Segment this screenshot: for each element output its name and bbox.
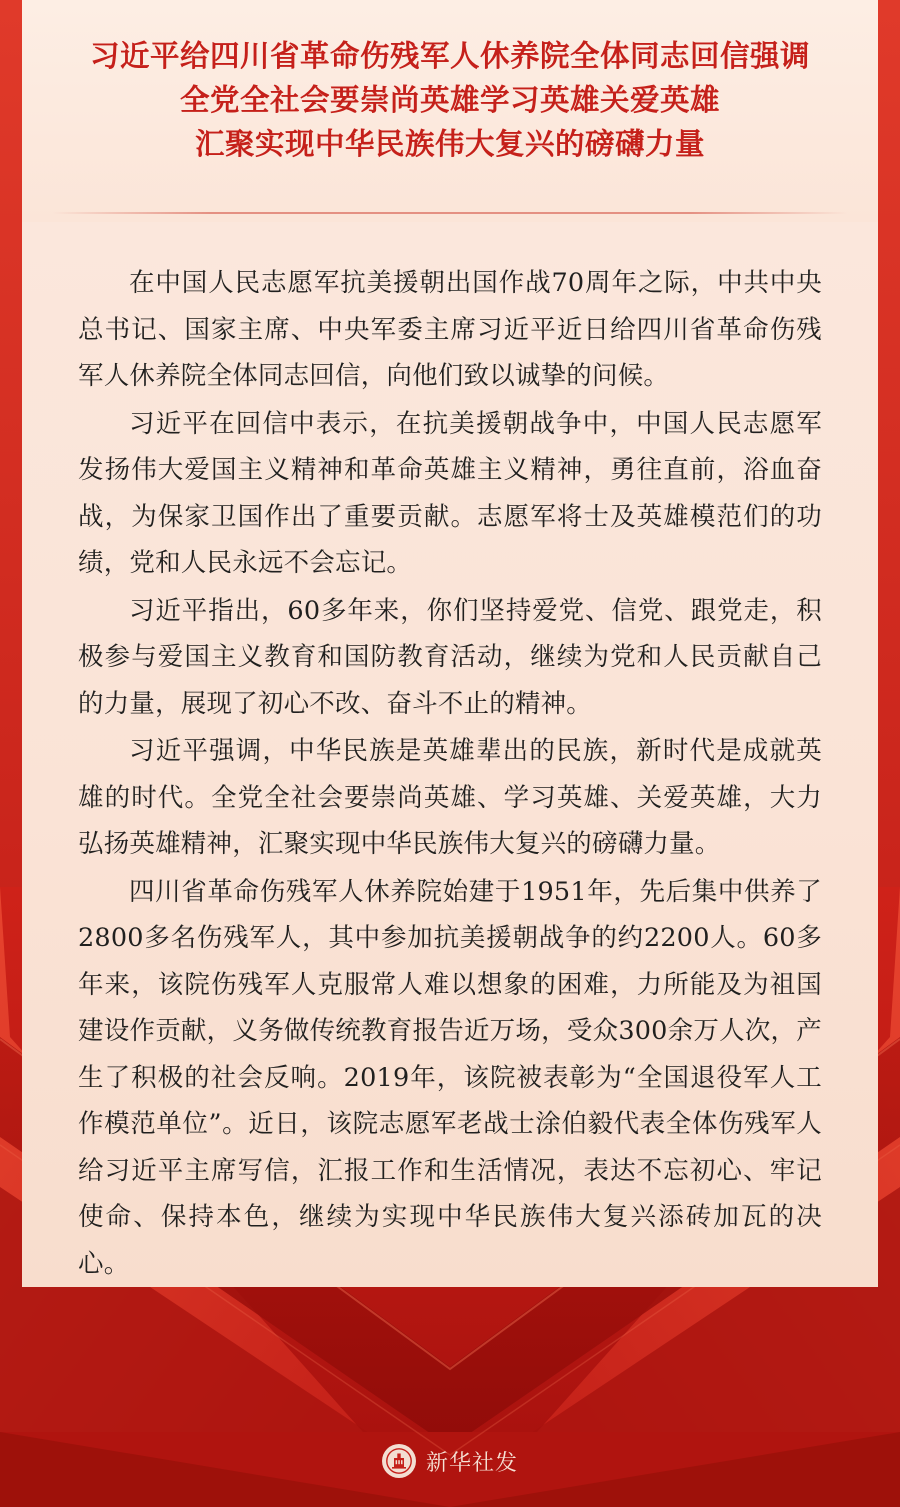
headline-band <box>22 0 878 222</box>
xinhua-seal-icon <box>382 1444 416 1478</box>
article-paragraph: 在中国人民志愿军抗美援朝出国作战70周年之际，中共中央总书记、国家主席、中央军委主席习近平近日给四川省革命伤残军人休养院全体同志回信，向他们致以诚挚的问候。 <box>78 268 822 391</box>
footer-brand-label: 新华社发 <box>425 1450 518 1476</box>
article-paragraph: 四川省革命伤残军人休养院始建于1951年，先后集中供养了2800多名伤残军人，其中参加抗美援朝战争的约2200人。60多年来，该院伤残军人克服常人难以想象的困难，力所能及为祖国建设作贡献，义务做传统教育报告近万场，受众300余万人次，产生了积极的社会反响。2019年，该院被表彰为“全国退役军人工作模范单位”。近日，该院志愿军老战士涂伯毅代表全体伤残军人给习近平主席写信，汇报工作和生活情况，表达不忘初心、牢记使命、保持本色，继续为实现中华民族伟大复兴添砖加瓦的决心。 <box>78 876 822 1279</box>
headline-line-1: 习近平给四川省革命伤残军人休养院全体同志回信强调 <box>89 39 810 73</box>
footer-credit <box>0 1433 900 1489</box>
headline-line-2: 全党全社会要崇尚英雄学习英雄关爱英雄 <box>179 83 720 117</box>
headline-line-3: 汇聚实现中华民族伟大复兴的磅礴力量 <box>194 127 705 161</box>
article-paragraph: 习近平在回信中表示，在抗美援朝战争中，中国人民志愿军发扬伟大爱国主义精神和革命英雄主义精神，勇往直前，浴血奋战，为保家卫国作出了重要贡献。志愿军将士及英雄模范们的功绩，党和人民永远不会忘记。 <box>78 408 822 578</box>
article-body <box>22 222 878 1287</box>
article-paragraph: 习近平强调，中华民族是英雄辈出的民族，新时代是成就英雄的时代。全党全社会要崇尚英雄、学习英雄、关爱英雄，大力弘扬英雄精神，汇聚实现中华民族伟大复兴的磅礴力量。 <box>78 736 822 859</box>
article-paragraph: 习近平指出，60多年来，你们坚持爱党、信党、跟党走，积极参与爱国主义教育和国防教育活动，继续为党和人民贡献自己的力量，展现了初心不改、奋斗不止的精神。 <box>78 595 822 719</box>
